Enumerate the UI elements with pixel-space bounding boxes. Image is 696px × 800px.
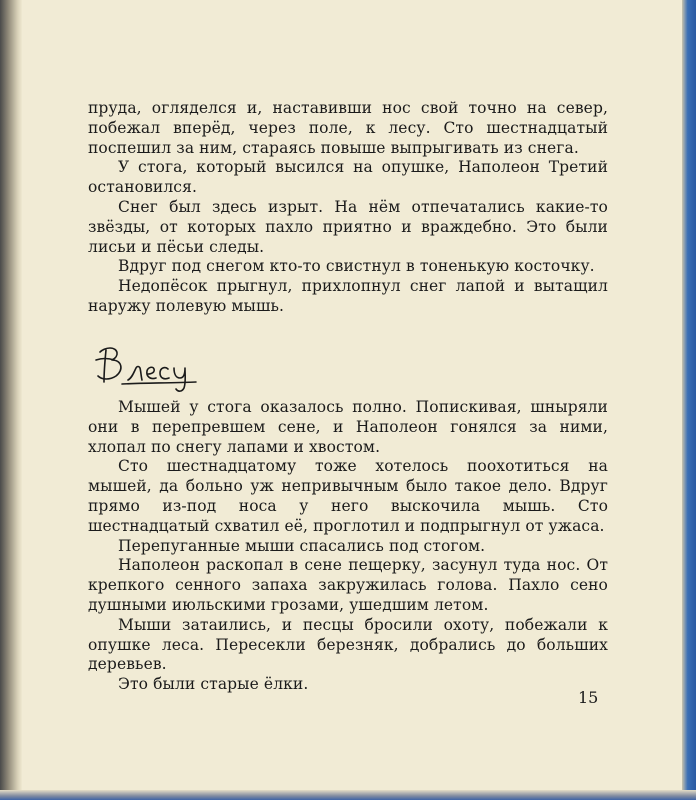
book-cover-edge-bottom	[0, 790, 696, 800]
paragraph: У стога, который высился на опушке, Наполеон Третий остановился.	[88, 158, 608, 197]
paragraph: Наполеон раскопал в сене пещерку, засунул туда нос. От крепкого сенного запаха закружилась голова. Пахло сено душными июльскими грозами, ушедшим летом.	[88, 556, 608, 614]
paragraph: Вдруг под снегом кто-то свистнул в тоненькую косточку.	[118, 257, 595, 276]
text-block-bottom	[88, 398, 608, 695]
paragraph: пруда, огляделся и, наставивши нос свой точно на север, побежал вперёд, через поле, к лесу. Сто шестнадцатый поспешил за ним, стараясь повыше выпрыгивать из снега.	[88, 99, 608, 157]
page-number: 15	[578, 688, 599, 707]
paragraph: Мышей у стога оказалось полно. Попискивая, шныряли они в перепревшем сене, и Наполеон гонялся за ними, хлопал по снегу лапами и хвостом.	[88, 398, 608, 456]
paragraph: Это были старые ёлки.	[118, 675, 309, 694]
paragraph: Мыши затаились, и песцы бросили охоту, побежали к опушке леса. Пересекли березняк, добрались до больших деревьев.	[88, 615, 608, 674]
text-block-top	[88, 99, 608, 317]
book-gutter	[0, 0, 22, 800]
paragraph: Снег был здесь изрыт. На нём отпечатались какие-то звёзды, от которых пахло приятно и враждебно. Это были лисьи и пёсьи следы.	[88, 197, 608, 256]
paragraph: Недопёсок прыгнул, прихлопнул снег лапой и вытащил наружу полевую мышь.	[88, 277, 608, 315]
book-cover-edge-right	[682, 0, 696, 800]
paragraph: Сто шестнадцатому тоже хотелось поохотиться на мышей, да больно уж непривычным было такое дело. Вдруг прямо из-под носа у него выскочила мышь. Сто шестнадцатый схватил её, проглотил и подпрыгнул от ужаса.	[88, 457, 608, 535]
chapter-heading-handwritten	[92, 338, 202, 394]
paragraph: Перепуганные мыши спасались под стогом.	[118, 536, 486, 555]
